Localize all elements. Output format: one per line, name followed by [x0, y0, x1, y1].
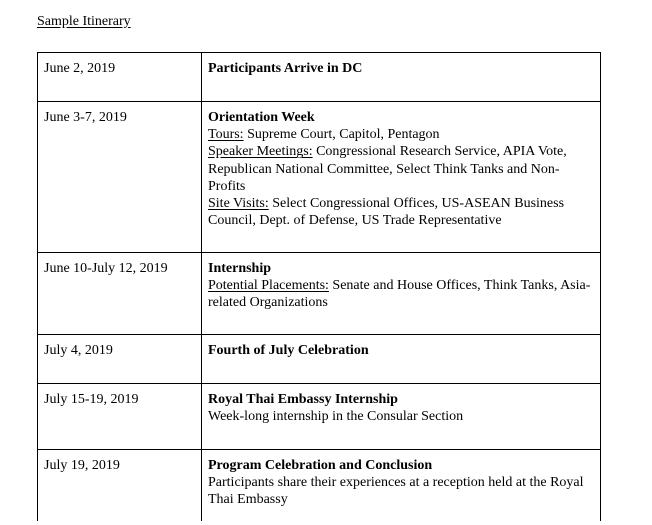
- event-detail: [208, 195, 594, 229]
- detail-label: Potential Placements:: [208, 278, 329, 294]
- date-cell: June 2, 2019: [38, 53, 202, 102]
- detail-text: Congressional Research Service, APIA Vote, Republican National Committee, Select Think Tanks and Non-Profits: [208, 144, 567, 194]
- event-detail: [208, 277, 594, 311]
- table-row: [38, 335, 601, 384]
- event-cell: [202, 253, 601, 335]
- date-cell: July 15-19, 2019: [38, 384, 202, 450]
- event-title: Program Celebration and Conclusion: [208, 458, 433, 473]
- page-title: Sample Itinerary: [37, 14, 131, 29]
- date-cell: July 4, 2019: [38, 335, 202, 384]
- table-row: [38, 450, 601, 522]
- table-row: [38, 384, 601, 450]
- table-row: [38, 253, 601, 335]
- event-title: Internship: [208, 261, 272, 276]
- event-cell: [202, 384, 601, 450]
- itinerary-table: [37, 52, 601, 521]
- event-title: Fourth of July Celebration: [208, 343, 369, 358]
- date-cell: June 3-7, 2019: [38, 102, 202, 253]
- event-title: Participants Arrive in DC: [208, 61, 363, 76]
- table-row: [38, 102, 601, 253]
- detail-text: Select Congressional Offices, US-ASEAN Business Council, Dept. of Defense, US Trade Representative: [208, 196, 565, 229]
- date-cell: July 19, 2019: [38, 450, 202, 522]
- detail-label: Tours:: [208, 127, 244, 143]
- table-row: [38, 53, 601, 102]
- event-cell: [202, 450, 601, 522]
- event-cell: [202, 102, 601, 253]
- event-description: Participants share their experiences at a reception held at the Royal Thai Embassy: [208, 475, 584, 508]
- date-cell: June 10-July 12, 2019: [38, 253, 202, 335]
- event-detail: [208, 126, 594, 143]
- detail-text: Supreme Court, Capitol, Pentagon: [243, 127, 440, 143]
- event-title: Royal Thai Embassy Internship: [208, 392, 398, 407]
- event-description: Week-long internship in the Consular Section: [208, 409, 464, 425]
- detail-text: Senate and House Offices, Think Tanks, Asia-related Organizations: [208, 278, 591, 311]
- detail-label: Site Visits:: [208, 196, 269, 212]
- detail-label: Speaker Meetings:: [208, 144, 313, 160]
- event-cell: [202, 53, 601, 102]
- event-title: Orientation Week: [208, 110, 315, 125]
- event-cell: [202, 335, 601, 384]
- event-detail: [208, 143, 594, 195]
